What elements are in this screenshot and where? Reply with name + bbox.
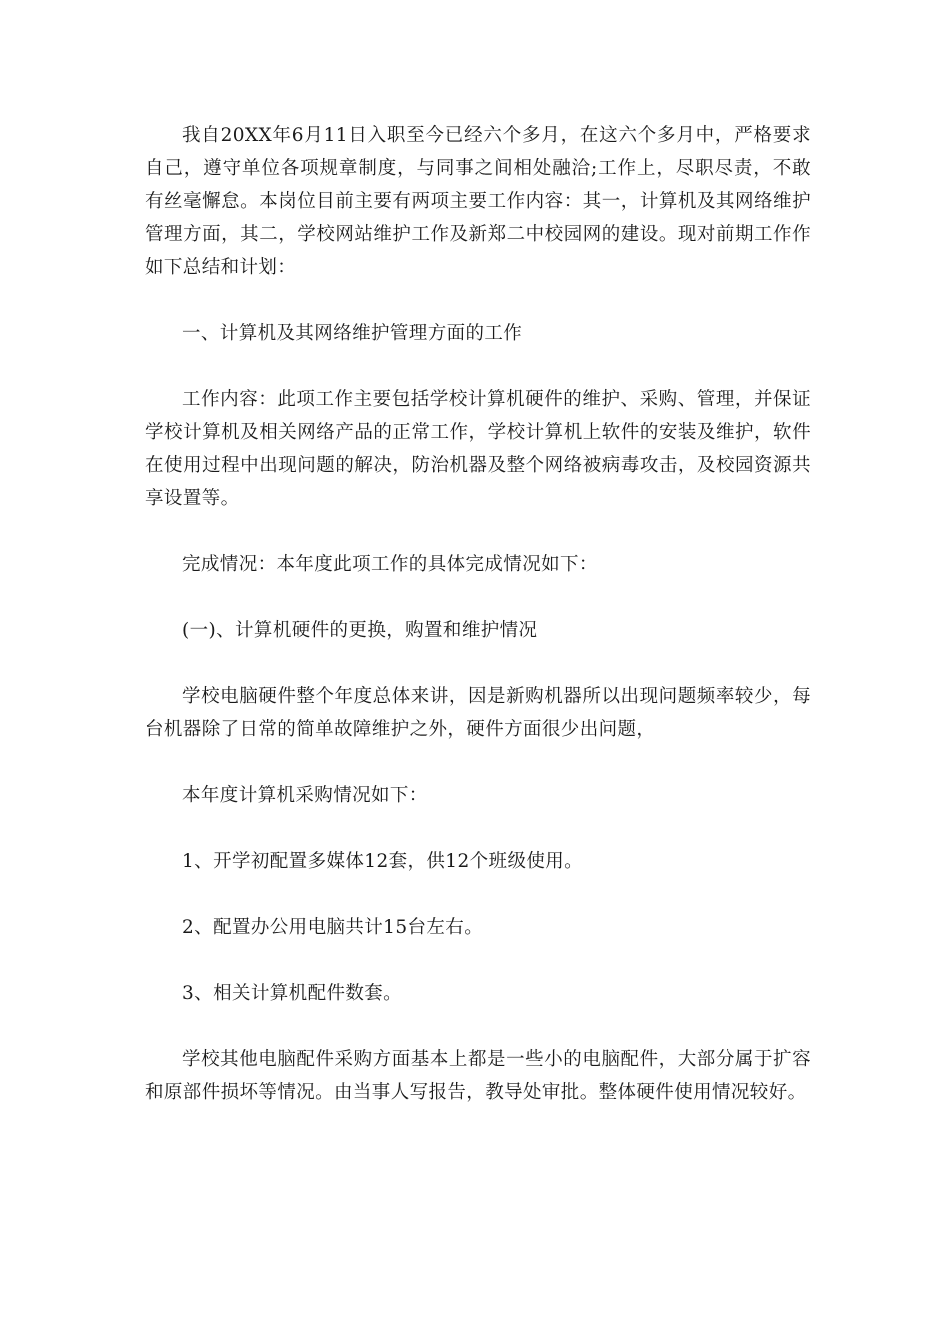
purchase-item-2: 2、配置办公用电脑共计15台左右。 <box>182 917 484 938</box>
work-content-paragraph: 工作内容：此项工作主要包括学校计算机硬件的维护、采购、管理，并保证学校计算机及相关网络产品的正常工作，学校计算机上软件的安装及维护，软件在使用过程中出现问题的解决，防治机器及整个网络被病毒攻击，及校园资源共享设置等。 <box>145 389 811 509</box>
document-body <box>145 119 811 1142</box>
purchase-intro-paragraph: 本年度计算机采购情况如下： <box>182 785 428 806</box>
purchase-item-3: 3、相关计算机配件数套。 <box>182 983 403 1004</box>
intro-paragraph: 我自20XX年6月11日入职至今已经六个多月，在这六个多月中，严格要求自己，遵守单位各项规章制度，与同事之间相处融洽;工作上，尽职尽责，不敢有丝毫懈怠。本岗位目前主要有两项主要工作内容：其一，计算机及其网络维护管理方面，其二，学校网站维护工作及新郑二中校园网的建设。现对前期工作作如下总结和计划： <box>145 125 811 278</box>
subsection-heading: (一)、计算机硬件的更换，购置和维护情况 <box>182 620 538 641</box>
purchase-item-1: 1、开学初配置多媒体12套，供12个班级使用。 <box>182 851 584 872</box>
accessories-paragraph: 学校其他电脑配件采购方面基本上都是一些小的电脑配件，大部分属于扩容和原部件损坏等情况。由当事人写报告，教导处审批。整体硬件使用情况较好。 <box>145 1049 811 1103</box>
section-heading: 一、计算机及其网络维护管理方面的工作 <box>182 323 523 344</box>
completion-status-paragraph: 完成情况：本年度此项工作的具体完成情况如下： <box>182 554 598 575</box>
hardware-overview-paragraph: 学校电脑硬件整个年度总体来讲，因是新购机器所以出现问题频率较少，每台机器除了日常的简单故障维护之外，硬件方面很少出问题， <box>145 686 811 740</box>
